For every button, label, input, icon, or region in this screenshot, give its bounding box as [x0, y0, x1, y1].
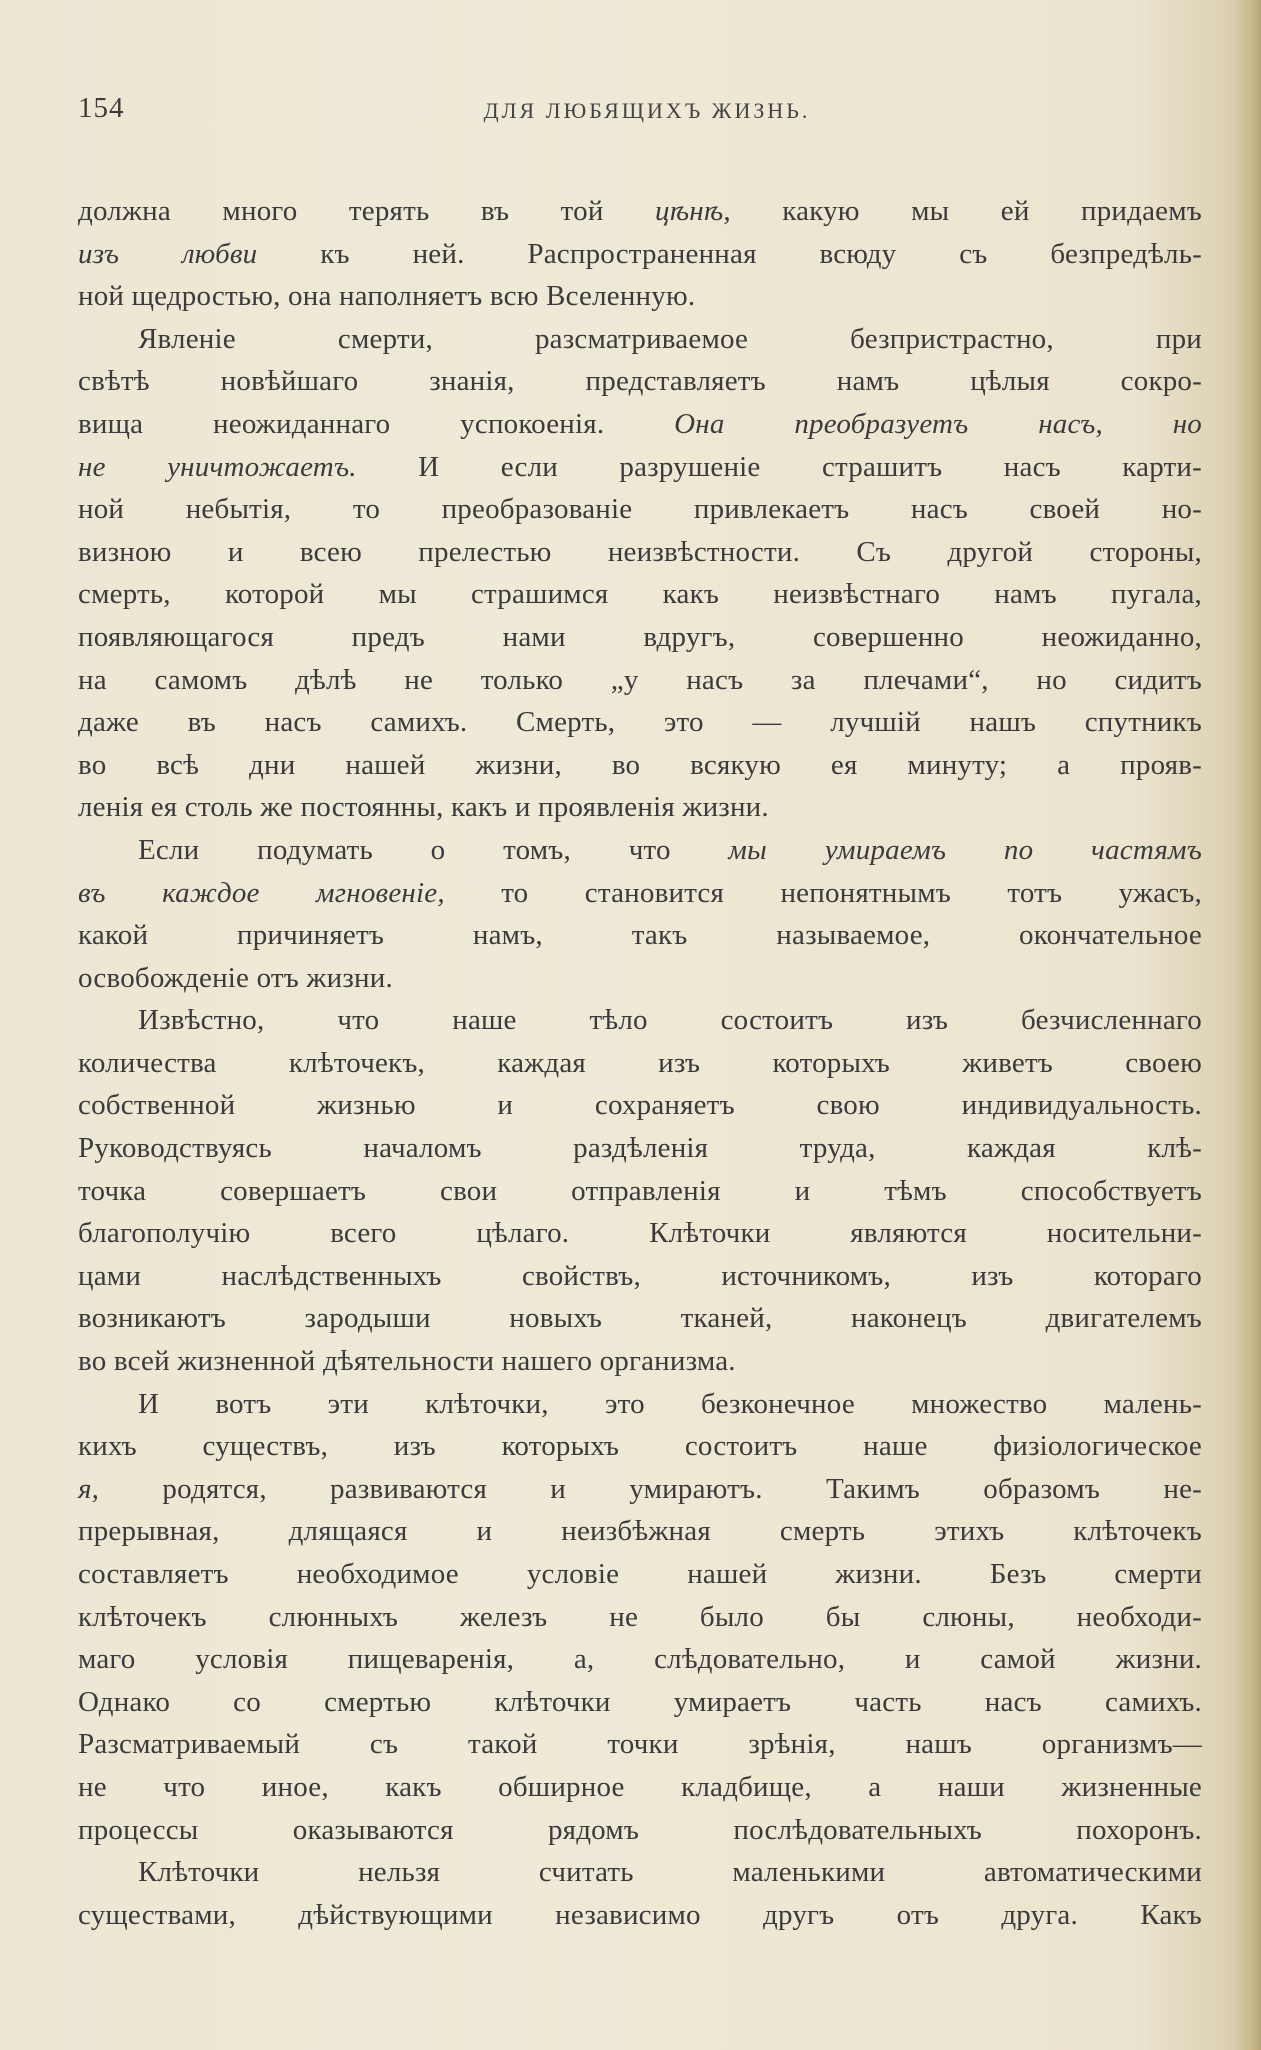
body-text [78, 190, 1202, 1936]
text-line [78, 1766, 1202, 1809]
text-span: собственной жизнью и сохраняетъ свою индивидуальность. [78, 1089, 1202, 1122]
text-line [78, 488, 1202, 531]
italic-text: цѣнѣ, [655, 195, 731, 227]
text-span: какой причиняетъ намъ, такъ называемое, окончательное [78, 919, 1202, 952]
text-span: визною и всею прелестью неизвѣстности. Съ другой стороны, [78, 535, 1202, 568]
text-line [78, 1297, 1202, 1340]
text-span: прерывная, длящаяся и неизбѣжная смерть этихъ клѣточекъ [78, 1515, 1202, 1548]
page-number: 154 [78, 92, 125, 124]
text-line [78, 403, 1202, 446]
text-span: клѣточекъ слюнныхъ железъ не было бы слюны, необходи- [78, 1600, 1202, 1633]
text-span: маго условія пищеваренія, а, слѣдовательно, и самой жизни. [78, 1643, 1202, 1676]
italic-text: я, [78, 1472, 100, 1505]
text-line [78, 744, 1202, 787]
text-span: даже въ насъ самихъ. Смерть, это — лучшій нашъ спутникъ [78, 706, 1202, 739]
text-span: процессы оказываются рядомъ послѣдовательныхъ похоронъ. [78, 1813, 1202, 1846]
text-span: ной небытія, то преобразованіе привлекаетъ насъ своей но- [78, 493, 1202, 526]
text-span: смерть, которой мы страшимся какъ неизвѣстнаго намъ пугала, [78, 578, 1202, 611]
text-span: И вотъ эти клѣточки, это безконечное множество малень- [138, 1387, 1202, 1420]
text-span: къ ней. Распространенная всюду съ безпредѣль- [257, 237, 1202, 270]
running-title: ДЛЯ ЛЮБЯЩИХЪ ЖИЗНЬ. [483, 98, 811, 123]
text-line [78, 1383, 1202, 1426]
text-span: Извѣстно, что наше тѣло состоитъ изъ безчисленнаго [138, 1004, 1202, 1037]
text-line [78, 659, 1202, 702]
text-line [78, 957, 1202, 1000]
text-span: Разсматриваемый съ такой точки зрѣнія, нашъ организмъ— [78, 1728, 1202, 1761]
text-line [78, 275, 1202, 318]
italic-text: мы умираемъ по частямъ [728, 833, 1202, 866]
text-line [78, 999, 1202, 1042]
text-line [78, 1170, 1202, 1213]
text-span: родятся, развиваются и умираютъ. Такимъ образомъ не- [99, 1472, 1202, 1505]
text-line [78, 1425, 1202, 1468]
text-line [78, 573, 1202, 616]
text-span: какую мы ей придаемъ [730, 195, 1202, 227]
text-span: вища неожиданнаго успокоенія. [78, 407, 675, 440]
text-span: количества клѣточекъ, каждая изъ которыхъ живетъ своею [78, 1046, 1202, 1079]
text-span: должна много терять въ той [78, 195, 655, 227]
italic-text: Она преобразуетъ насъ, но [674, 407, 1202, 440]
text-line [78, 616, 1202, 659]
text-span: свѣтѣ новѣйшаго знанія, представляетъ намъ цѣлыя сокро- [78, 365, 1202, 398]
text-span: не что иное, какъ обширное кладбище, а наши жизненные [78, 1770, 1202, 1803]
text-line [78, 786, 1202, 829]
text-line [78, 190, 1202, 233]
text-line [78, 1809, 1202, 1852]
text-span: Однако со смертью клѣточки умираетъ часть насъ самихъ. [78, 1685, 1202, 1718]
text-span: ленія ея столь же постоянны, какъ и проявленія жизни. [78, 791, 769, 824]
page-header [78, 92, 1216, 132]
text-line [78, 318, 1202, 361]
text-line [78, 1042, 1202, 1085]
text-span: появляющагося предъ нами вдругъ, совершенно неожиданно, [78, 620, 1202, 653]
text-line [78, 1340, 1202, 1383]
text-span: Руководствуясь началомъ раздѣленія труда, каждая клѣ- [78, 1132, 1202, 1165]
text-span: существами, дѣйствующими независимо другъ отъ друга. Какъ [78, 1898, 1202, 1931]
text-span: освобожденіе отъ жизни. [78, 961, 393, 994]
text-span: цами наслѣдственныхъ свойствъ, источникомъ, изъ котораго [78, 1259, 1202, 1292]
text-line [78, 1596, 1202, 1639]
text-span: кихъ существъ, изъ которыхъ состоитъ наше физіологическое [78, 1430, 1202, 1463]
italic-text: въ каждое мгновеніе, [78, 876, 445, 909]
text-line [78, 531, 1202, 574]
text-span: ной щедростью, она наполняетъ всю Вселенную. [78, 280, 696, 313]
text-line [78, 1553, 1202, 1596]
text-line [78, 1851, 1202, 1894]
text-line [78, 1212, 1202, 1255]
text-line [78, 1468, 1202, 1511]
text-line [78, 872, 1202, 915]
text-span: Клѣточки нельзя считать маленькими автоматическими [138, 1856, 1202, 1889]
text-line [78, 1255, 1202, 1298]
italic-text: не уничтожаетъ. [78, 450, 357, 483]
text-line [78, 1084, 1202, 1127]
text-line [78, 1894, 1202, 1937]
text-span: составляетъ необходимое условіе нашей жизни. Безъ смерти [78, 1558, 1202, 1590]
text-span: возникаютъ зародыши новыхъ тканей, наконецъ двигателемъ [78, 1302, 1202, 1335]
text-line [78, 360, 1202, 403]
text-span: точка совершаетъ свои отправленія и тѣмъ способствуетъ [78, 1174, 1202, 1207]
text-line [78, 446, 1202, 489]
text-line [78, 701, 1202, 744]
text-line [78, 1723, 1202, 1766]
text-span: благополучію всего цѣлаго. Клѣточки являются носительни- [78, 1217, 1202, 1250]
italic-text: изъ любви [78, 237, 258, 270]
text-span: Явленіе смерти, разсматриваемое безпристрастно, при [138, 322, 1202, 355]
text-span: И если разрушеніе страшитъ насъ карти- [356, 450, 1202, 483]
page-edge-shadow [1235, 0, 1261, 2050]
text-span: во всѣ дни нашей жизни, во всякую ея минуту; а прояв- [78, 748, 1202, 781]
text-span: Если подумать о томъ, что [138, 833, 729, 866]
text-span: на самомъ дѣлѣ не только „у насъ за плечами“, но сидитъ [78, 663, 1202, 696]
text-span: то становится непонятнымъ тотъ ужасъ, [444, 876, 1202, 909]
text-line [78, 1510, 1202, 1553]
text-line [78, 1127, 1202, 1170]
text-line [78, 1681, 1202, 1724]
text-line [78, 829, 1202, 872]
text-line [78, 914, 1202, 957]
text-span: во всей жизненной дѣятельности нашего организма. [78, 1345, 736, 1378]
text-line [78, 233, 1202, 276]
text-line [78, 1638, 1202, 1681]
